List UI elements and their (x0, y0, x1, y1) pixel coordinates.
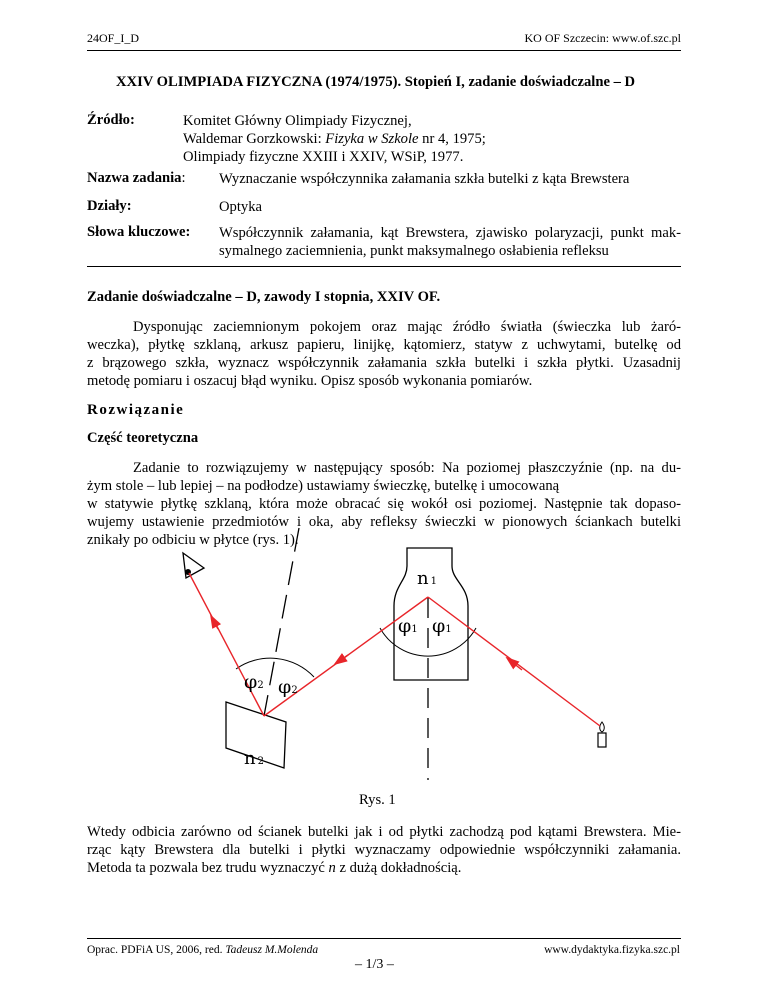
conclusion-line-2: rząc kąty Brewstera dla butelki i płytki wyznaczamy odpowiednie współczynniki załamania. (87, 842, 681, 858)
footer-left (87, 944, 318, 956)
task-heading: Zadanie doświadczalne – D, zawody I stopnia, XXIV OF. (87, 289, 441, 305)
conclusion-line-3 (87, 859, 461, 877)
eye-icon (183, 553, 204, 578)
label-n1: n 1 (417, 568, 437, 589)
theory-line-1: Zadanie to rozwiązujemy w następujący sposób: Na poziomej płaszczyźnie (np. na du- (133, 460, 681, 476)
task-line-3: z brązowego szkła, wyznacz współczynnik załamania szkła butelki i szkła płytki. Uzasadnij (87, 355, 681, 371)
task-line-1: Dysponując zaciemnionym pokojem oraz mając źródło światła (świeczka lub żaró- (133, 319, 681, 335)
sections-label: Działy: (87, 198, 132, 214)
solution-heading: Rozwiązanie (87, 402, 185, 418)
keywords-line-2: symalnego zaciemnienia, punkt maksymalnego osłabienia refleksu (219, 243, 609, 259)
source-label: Źródło: (87, 112, 135, 128)
theory-line-5: znikały po odbiciu w płytce (rys. 1). (87, 532, 299, 548)
task-line-4: metodę pomiaru i oszacuj błąd wyniku. Opisz sposób wykonania pomiarów. (87, 373, 533, 389)
conclusion-line-1: Wtedy odbicia zarówno od ścianek butelki jak i od płytki zachodzą pod kątami Brewstera. Mie- (87, 824, 681, 840)
source-line-1: Komitet Główny Olimpiady Fizycznej, (183, 113, 412, 129)
footer-right: www.dydaktyka.fizyka.szc.pl (544, 944, 680, 956)
task-line-2: weczka), płytkę szklaną, arkusz papieru, linijkę, kątomierz, statyw z uchwytami, butelkę od (87, 337, 681, 353)
footer-editor: Tadeusz M.Molenda (225, 944, 319, 956)
source-issue: nr 4, 1975; (418, 131, 486, 147)
page-number: – 1/3 – (355, 957, 394, 972)
label-n2: n 2 (244, 748, 264, 769)
conclusion-var-n: n (328, 860, 336, 876)
conclusion-text-b: z dużą dokładnością. (335, 860, 462, 876)
label-phi2-right: φ2 (278, 676, 298, 698)
theory-line-2: żym stole – lub lepiej – na podłodze) ustawiamy świeczkę, butelkę i umocowaną (87, 478, 560, 494)
source-journal: Fizyka w Szkole (325, 131, 419, 147)
header-right: KO OF Szczecin: www.of.szc.pl (524, 31, 681, 45)
ray-arrow-3 (211, 616, 218, 629)
glass-plate (226, 702, 286, 768)
keywords-line-1: Współczynnik załamania, kąt Brewstera, zjawisko polaryzacji, punkt mak- (219, 225, 681, 241)
keywords-label: Słowa kluczowe: (87, 224, 191, 240)
task-name-label-text: Nazwa zadania (87, 170, 182, 186)
task-name-value: Wyznaczanie współczynnika załamania szkła butelki z kąta Brewstera (219, 171, 630, 187)
label-phi1-right: φ1 (432, 615, 452, 637)
footer-rule (87, 938, 681, 939)
source-line-3: Olimpiady fizyczne XXIII i XXIV, WSiP, 1977. (183, 149, 464, 165)
label-phi2-left: φ2 (244, 671, 264, 693)
conclusion-text-a: Metoda ta pozwala bez trudu wyznaczyć (87, 860, 329, 876)
header-left: 24OF_I_D (87, 31, 140, 45)
task-name-colon: : (181, 170, 186, 186)
footer-left-text: Oprac. PDFiA US, 2006, red. (87, 944, 226, 956)
ray-arrow-2 (335, 655, 348, 664)
sections-value: Optyka (219, 199, 262, 215)
label-phi1-left: φ1 (398, 615, 418, 637)
theory-heading: Część teoretyczna (87, 430, 199, 446)
theory-line-4: wujemy ustawienie przedmiotów i oka, aby refleksy świeczki w pionowych ściankach butelki (87, 514, 681, 530)
source-author: Waldemar Gorzkowski: (183, 131, 326, 147)
ray-arrow-1 (507, 658, 522, 670)
page-title: XXIV OLIMPIADA FIZYCZNA (1974/1975). Stopień I, zadanie doświadczalne – D (116, 74, 636, 90)
theory-line-3: w statywie płytkę szklaną, która może obracać się wokół osi poziomej. Następnie tak dopaso- (87, 496, 681, 512)
figure-caption: Rys. 1 (359, 792, 396, 808)
